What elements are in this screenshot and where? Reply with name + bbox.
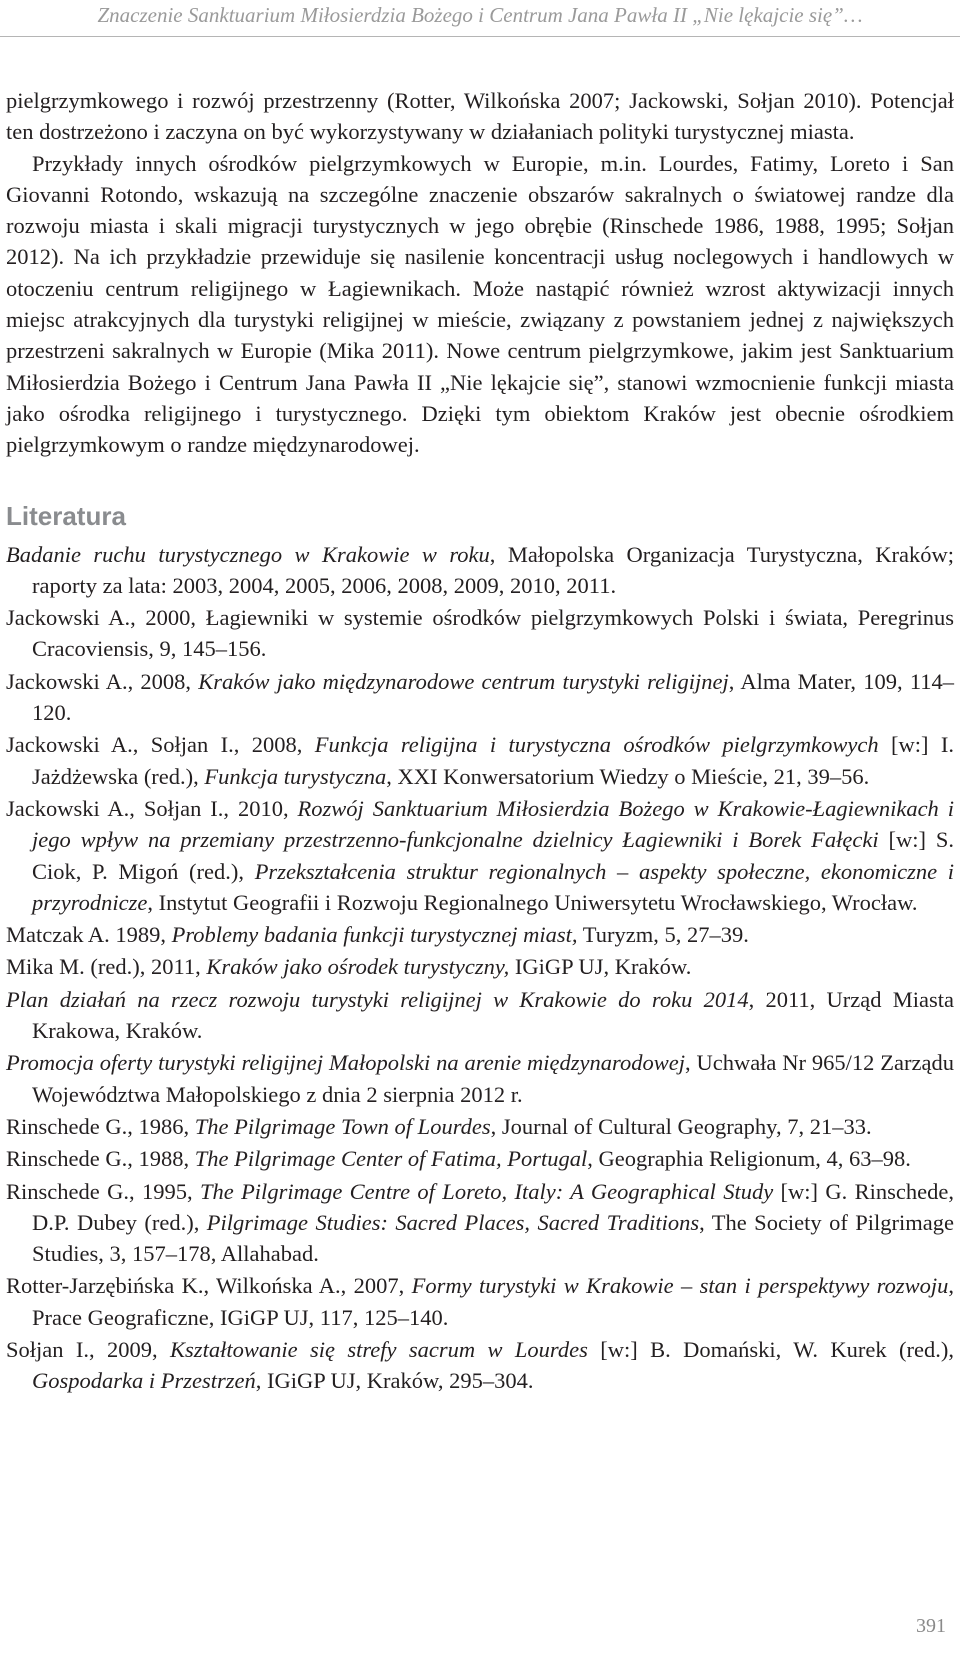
reference-title: Rozwój Sanktuarium Miłosierdzia Bożego w Krakowie-Łagiewnikach i jego wpływ na przemiany przestrzenno-funkcjonalne dzielnicy Łagiewniki i Borek Fałęcki — [32, 795, 954, 853]
reference-title: Kraków jako ośrodek turystyczny, — [206, 954, 510, 980]
reference-title: Pilgrimage Studies: Sacred Places, Sacred Traditions — [206, 1209, 700, 1235]
reference-text: Rinschede G., 1995, — [6, 1178, 200, 1204]
reference-list — [6, 539, 954, 1397]
reference-text: , 2011, Urząd Miasta Krakowa, Kraków. — [32, 986, 954, 1044]
page-number: 391 — [916, 1615, 946, 1637]
reference-title: Kraków jako międzynarodowe centrum turystyki religijnej — [198, 668, 729, 694]
reference-item — [6, 539, 954, 602]
reference-item — [6, 1111, 954, 1142]
reference-text: , Małopolska Organizacja Turystyczna, Kraków; raporty za lata: 2003, 2004, 2005, 2006, 2008, 2009, 2010, 2011. — [32, 541, 954, 598]
reference-text: , Uchwała Nr 965/12 Zarządu Województwa Małopolskiego z dnia 2 sierpnia 2012 r. — [32, 1050, 954, 1107]
reference-title: Funkcja religijna i turystyczna ośrodków pielgrzymkowych — [314, 732, 879, 758]
reference-text: Matczak A. 1989, — [6, 922, 172, 948]
reference-text: Turyzm, 5, 27–39. — [577, 922, 749, 948]
reference-text: [w:] S. Ciok, P. Migoń (red.), — [32, 827, 954, 884]
reference-text: , Alma Mater, 109, 114–120. — [32, 668, 954, 726]
reference-item — [6, 729, 954, 792]
header-divider — [0, 36, 960, 37]
reference-item — [6, 1270, 954, 1333]
reference-item — [6, 1176, 954, 1270]
reference-text: [w:] I. Jażdżewska (red.), — [32, 732, 954, 789]
running-header-title: Znaczenie Sanktuarium Miłosierdzia Bożego i Centrum Jana Pawła II „Nie lękajcie się”… — [97, 3, 863, 27]
reference-item — [6, 984, 954, 1047]
reference-text: , Geographia Religionum, 4, 63–98. — [587, 1146, 911, 1172]
reference-text: , Instytut Geografii i Rozwoju Regionalnego Uniwersytetu Wrocławskiego, Wrocław. — [147, 889, 918, 915]
reference-text: IGiGP UJ, Kraków. — [509, 954, 692, 980]
reference-item — [6, 919, 954, 950]
reference-item — [6, 602, 954, 665]
page-content — [6, 85, 954, 1398]
reference-text: [w:] B. Domański, W. Kurek (red.), — [587, 1336, 954, 1362]
reference-title: Gospodarka i Przestrzeń — [32, 1368, 256, 1394]
reference-title: Badanie ruchu turystycznego w Krakowie w roku — [6, 541, 490, 567]
reference-text: Rinschede G., 1988, — [6, 1146, 195, 1172]
reference-item — [6, 1047, 954, 1110]
reference-title: Promocja oferty turystyki religijnej Małopolski na arenie międzynarodowej — [6, 1050, 685, 1076]
reference-text: Jackowski A., Sołjan I., 2010, — [6, 795, 298, 821]
reference-text: Jackowski A., 2008, — [6, 668, 199, 694]
reference-title: Plan działań na rzecz rozwoju turystyki religijnej w Krakowie do roku 2014 — [6, 986, 749, 1012]
reference-title: Formy turystyki w Krakowie – stan i perspektywy rozwoju — [411, 1273, 949, 1299]
running-header — [0, 0, 960, 48]
reference-title: Problemy badania funkcji turystycznej miast, — [171, 922, 578, 948]
reference-text: Sołjan I., 2009, — [6, 1336, 171, 1362]
reference-text: , XXI Konwersatorium Wiedzy o Mieście, 21, 39–56. — [386, 763, 870, 789]
reference-item — [6, 1143, 954, 1174]
reference-title: The Pilgrimage Centre of Loreto, Italy: A Geographical Study — [199, 1178, 774, 1204]
reference-text: Rotter-Jarzębińska K., Wilkońska A., 2007, — [6, 1273, 412, 1299]
reference-text: , Journal of Cultural Geography, 7, 21–33. — [490, 1113, 872, 1139]
reference-title: Przekształcenia struktur regionalnych – aspekty społeczne, ekonomiczne i przyrodnicze — [32, 858, 954, 915]
body-paragraph-continued: pielgrzymkowego i rozwój przestrzenny (Rotter, Wilkońska 2007; Jackowski, Sołjan 2010). Potencjał ten dostrzeżono i zaczyna on być wykorzystywany w działaniach polityki turystycznej miasta. — [6, 88, 954, 145]
reference-text: , Prace Geograficzne, IGiGP UJ, 117, 125–140. — [32, 1273, 954, 1330]
reference-text: [w:] G. Rinschede, D.P. Dubey (red.), — [32, 1178, 954, 1235]
reference-title: The Pilgrimage Town of Lourdes — [194, 1113, 491, 1139]
reference-title: The Pilgrimage Center of Fatima, Portugal — [194, 1146, 588, 1172]
reference-text: Jackowski A., Sołjan I., 2008, — [6, 732, 315, 758]
reference-text: Rinschede G., 1986, — [6, 1113, 195, 1139]
reference-item — [6, 793, 954, 918]
reference-item — [6, 951, 954, 982]
reference-text: Jackowski A., 2000, Łagiewniki w systemie ośrodków pielgrzymkowych Polski i świata, Peregrinus Cracoviensis, 9, 145–156. — [6, 605, 954, 662]
reference-title: Funkcja turystyczna — [204, 763, 387, 789]
reference-title: Kształtowanie się strefy sacrum w Lourdes — [170, 1336, 588, 1362]
reference-item — [6, 666, 954, 729]
reference-text: , IGiGP UJ, Kraków, 295–304. — [255, 1368, 534, 1394]
reference-item — [6, 1334, 954, 1397]
reference-text: , The Society of Pilgrimage Studies, 3, 157–178, Allahabad. — [32, 1209, 955, 1267]
reference-text: Mika M. (red.), 2011, — [6, 954, 207, 980]
body-paragraph: Przykłady innych ośrodków pielgrzymkowych w Europie, m.in. Lourdes, Fatimy, Loreto i San Giovanni Rotondo, wskazują na szczególne znaczenie obszarów sakralnych o światowej randze dla rozwoju miasta i skali migracji turystycznych w jego obrębie (Rinschede 1986, 1988, 1995; Sołjan 2012). Na ich przykładzie przewiduje się nasilenie koncentracji usług noclegowych i handlowych w otoczeniu centrum religijnego w Łagiewnikach. Może nastąpić również wzrost aktywizacji innych miejsc atrakcyjnych dla turystyki religijnej w mieście, związany z powstaniem jednej z największych przestrzeni sakralnych w Europie (Mika 2011). Nowe centrum pielgrzymkowe, jakim jest Sanktuarium Miłosierdzia Bożego i Centrum Jana Pawła II „Nie lękajcie się”, stanowi wzmocnienie funkcji miasta jako ośrodka religijnego i turystycznego. Dzięki tym obiektom Kraków jest obecnie ośrodkiem pielgrzymkowym o randze międzynarodowej. — [6, 150, 954, 458]
literature-heading: Literatura — [6, 500, 126, 531]
